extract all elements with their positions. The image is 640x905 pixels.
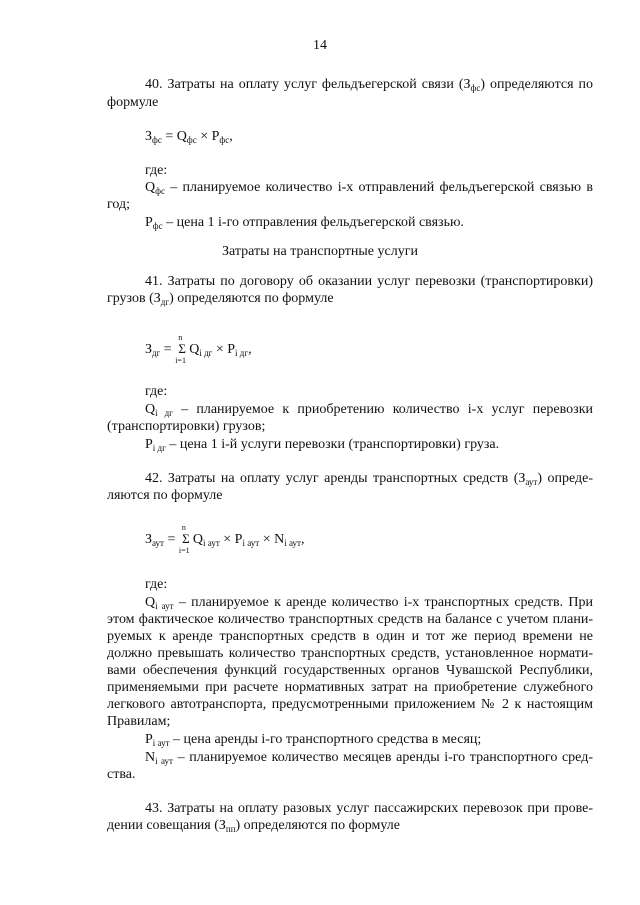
def-q-fs: $Q_{фс}$ – планируемое количество i-х отправлений фельдъегерской связью в xyxy=(145,180,593,196)
def-q-dg: $Q_{i дг}$ – планируемое к приобретению количество i-х услуг перевозки xyxy=(145,402,593,418)
p43-line-1: 43. Затраты на оплату разовых услуг пассажирских перевозок при прове- xyxy=(145,801,593,816)
p40-line-2: формуле xyxy=(107,95,159,110)
def-q-aut-line-7: легкового автотранспорта, предусмотренными приложением № 2 к настоящим xyxy=(107,697,593,712)
def-q-aut-line-4: должно превышать количество транспортных средств, установленное нормати- xyxy=(107,646,593,661)
where-label-41: где: xyxy=(145,384,168,399)
sum-symbol: n Σ i=1 xyxy=(175,333,186,365)
def-n-aut: $N_{i аут}$ – планируемое количество месяцев аренды i-го транспортного сред- xyxy=(145,750,593,766)
section-heading: Затраты на транспортные услуги xyxy=(222,244,418,259)
def-q-aut-line-6: применяемыми при расчете нормативных затрат на приобретение служебного xyxy=(107,680,593,695)
def-n-aut-cont: ства. xyxy=(107,767,136,782)
p40-line-1: 40. Затраты на оплату услуг фельдъегерской связи $(З_{фс})$ определяются по xyxy=(145,77,593,93)
formula-dg: $З_{дг}$ = n Σ i=1 $Q_{i дг} \times P_{i дг}$, xyxy=(145,333,252,365)
p43-line-2: дении совещания $(З_{пп})$ определяются по формуле xyxy=(107,818,400,834)
def-q-aut-line-8: Правилам; xyxy=(107,714,171,729)
p41-line-1: 41. Затраты по договору об оказании услуг перевозки (транспортировки) xyxy=(145,274,593,289)
page-number: 14 xyxy=(313,38,327,53)
p41-line-2: грузов $(З_{дг})$ определяются по формуле xyxy=(107,291,334,307)
p42-line-2: ляются по формуле xyxy=(107,488,223,503)
p42-line-1: 42. Затраты на оплату услуг аренды транспортных средств $(З_{аут})$ опреде- xyxy=(145,471,593,487)
def-q-aut-line-5: вами обеспечения функций государственных органов Чувашской Республики, xyxy=(107,663,593,678)
formula-fs: $З_{фс} = Q_{фс} \times P_{фс}$, xyxy=(145,129,233,145)
where-label-40: где: xyxy=(145,163,168,178)
def-q-aut-line-3: руемых к аренде транспортных средств в один и тот же период времени не xyxy=(107,629,593,644)
where-label-42: где: xyxy=(145,577,168,592)
def-q-aut: $Q_{i аут}$ – планируемое к аренде количество i-х транспортных средств. При xyxy=(145,595,594,611)
formula-aut: $З_{аут}$ = n Σ i=1 $Q_{i аут} \times P_{i аут} \times N_{i аут}$, xyxy=(145,523,305,555)
def-q-aut-line-2: этом фактическое количество транспортных средств на балансе с учетом плани- xyxy=(107,612,593,627)
def-p-aut: $P_{i аут}$ – цена аренды i-го транспортного средства в месяц; xyxy=(145,732,482,748)
def-q-fs-cont: год; xyxy=(107,197,131,212)
def-q-dg-cont: (транспортировки) грузов; xyxy=(107,419,266,434)
sum-symbol: n Σ i=1 xyxy=(178,523,190,555)
def-p-fs: $P_{фс}$ – цена 1 i-го отправления фельдъегерской связью. xyxy=(145,215,464,231)
def-p-dg: $P_{i дг}$ – цена 1 i-й услуги перевозки (транспортировки) груза. xyxy=(145,437,500,453)
